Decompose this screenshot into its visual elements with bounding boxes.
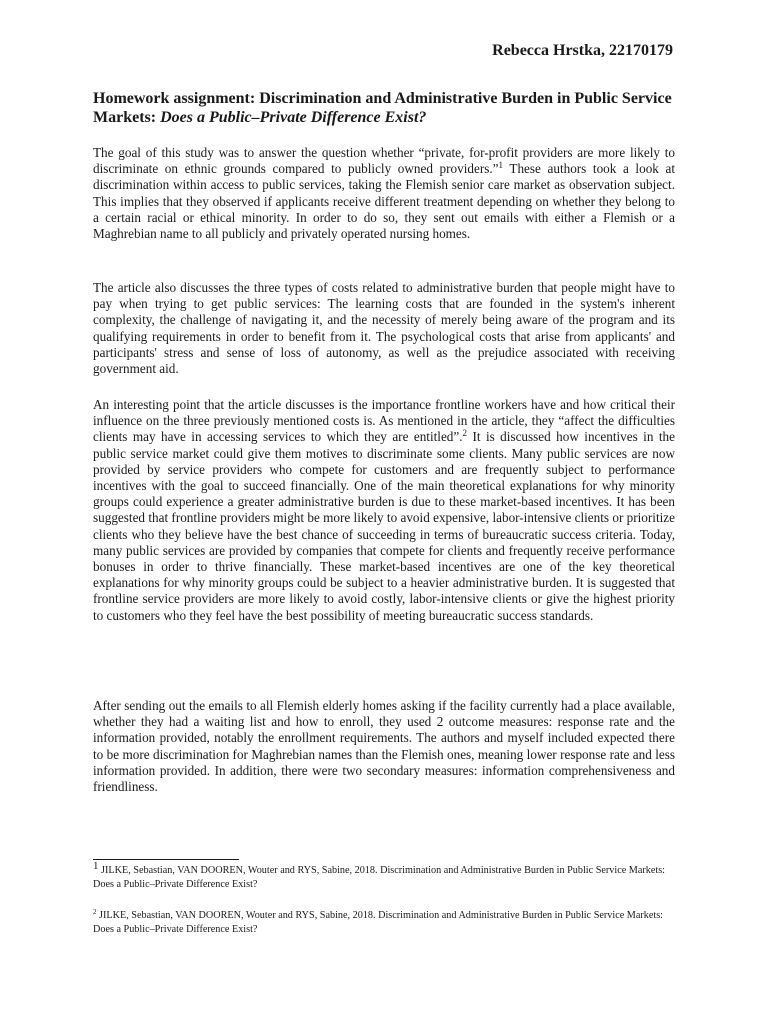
footnote-1-mark: 1 xyxy=(93,860,99,872)
paragraph-3 xyxy=(93,397,675,624)
footnote-ref-1[interactable]: 1 xyxy=(498,160,504,171)
footnote-2 xyxy=(93,909,675,937)
author-header: Rebecca Hrstka, 22170179 xyxy=(492,42,673,59)
paragraph-1-text-a: The goal of this study was to answer the question whether “private, for-profit providers are more likely to discriminate on ethnic grounds compared to publicly owned providers.” xyxy=(93,145,675,177)
paragraph-3-text-b: It is discussed how incentives in the public service market could give them motives to discriminate some clients. Many public services are now provided by service providers who compete for customers and are frequently subject to performance incentives with the goal to succeed financially. One of the main theoretical explanations for why minority groups could experience a greater administrative burden is due to these market-based incentives. It has been suggested that frontline providers might be more likely to avoid expensive, labor-intensive clients or prioritize clients who they believe have the best chance of succeeding in terms of bureaucratic success criteria. Today, many public services are provided by companies that compete for clients and frequently receive performance bonuses in order to thrive financially. These market-based incentives are one of the key theoretical explanations for why minority groups could be subject to a heavier administrative burden. It is suggested that frontline service providers are more likely to avoid costly, labor-intensive clients or give the highest priority to customers who they feel have the best possibility of meeting bureaucratic success standards. xyxy=(93,429,675,623)
footnote-2-text: JILKE, Sebastian, VAN DOOREN, Wouter and RYS, Sabine, 2018. Discrimination and Administrative Burden in Public Service Markets: Does a Public–Private Difference Exist? xyxy=(93,910,664,935)
paragraph-2: The article also discusses the three types of costs related to administrative burden that people might have to pay when trying to get public services: The learning costs that are founded in the system's inherent complexity, the challenge of navigating it, and the necessity of merely being aware of the program and its qualifying requirements in order to benefit from it. The psychological costs that arise from applicants' and participants' stress and sense of loss of autonomy, as well as the prejudice associated with receiving government aid. xyxy=(93,280,675,377)
footnote-1 xyxy=(93,860,675,892)
title-subtitle: Does a Public–Private Difference Exist? xyxy=(160,109,427,126)
footnote-ref-2[interactable]: 2 xyxy=(462,428,468,439)
paragraph-1-text-b: These authors took a look at discrimination within access to public services, taking the Flemish senior care market as observation subject. This implies that they observed if applicants receive different treatment depending on whether they belong to a certain racial or ethical minority. In order to do so, they sent out emails with either a Flemish or a Maghrebian name to all publicly and privately operated nursing homes. xyxy=(93,161,675,242)
title-main: Homework assignment: Discrimination and Administrative Burden in Public Service Markets: xyxy=(93,90,672,126)
footnote-1-text: JILKE, Sebastian, VAN DOOREN, Wouter and RYS, Sabine, 2018. Discrimination and Administrative Burden in Public Service Markets: Does a Public–Private Difference Exist? xyxy=(93,865,666,890)
footnote-2-mark: 2 xyxy=(93,908,97,916)
document-title xyxy=(93,89,683,127)
footnote-separator xyxy=(93,859,239,860)
paragraph-3-text-a: An interesting point that the article discusses is the importance frontline workers have and how critical their influence on the three previously mentioned costs is. As mentioned in the article, they “affect the difficulties clients may have in accessing services to which they are entitled”. xyxy=(93,397,675,445)
paragraph-4: After sending out the emails to all Flemish elderly homes asking if the facility currently had a place available, whether they had a waiting list and how to enroll, they used 2 outcome measures: response rate and the information provided, notably the enrollment requirements. The authors and myself included expected there to be more discrimination for Maghrebian names than the Flemish ones, meaning lower response rate and less information provided. In addition, there were two secondary measures: information comprehensiveness and friendliness. xyxy=(93,698,675,795)
paragraph-1 xyxy=(93,145,675,242)
